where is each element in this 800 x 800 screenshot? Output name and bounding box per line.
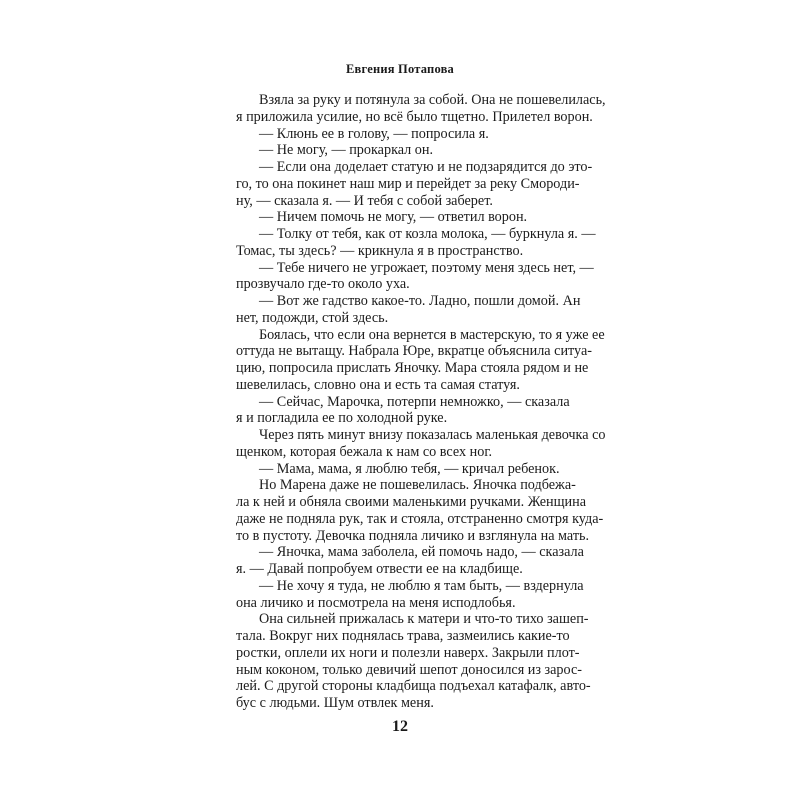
- text-line: — Если она доделает статую и не подзарядится до это-: [259, 159, 593, 175]
- text-line: щенком, которая бежала к нам со всех ног.: [236, 443, 493, 460]
- text-line: Но Марена даже не пошевелилась. Яночка подбежа-: [259, 477, 576, 494]
- text-line: — Не могу, — прокаркал он.: [259, 142, 434, 159]
- text-line: — Вот же гадство какое-то. Ладно, пошли домой. Ан: [259, 293, 581, 309]
- text-line: я приложила усилие, но всё было тщетно. Прилетел ворон.: [236, 108, 593, 125]
- text-line: — Клюнь ее в голову, — попросила я.: [259, 125, 489, 142]
- text-line: цию, попросила прислать Яночку. Мара стояла рядом и не: [236, 360, 589, 376]
- text-line: Боялась, что если она вернется в мастерскую, то я уже ее: [259, 326, 605, 343]
- text-line: ростки, оплели их ноги и полезли наверх. Закрыли плот-: [236, 644, 580, 661]
- text-line: прозвучало где-то около уха.: [236, 276, 410, 293]
- text-line: оттуда не вытащу. Набрала Юре, вкратце объяснила ситуа-: [236, 343, 592, 360]
- text-line: тала. Вокруг них поднялась трава, зазмеились какие-то: [236, 628, 570, 644]
- text-line: бус с людьми. Шум отвлек меня.: [236, 695, 434, 711]
- text-line: — Яночка, мама заболела, ей помочь надо, — сказала: [259, 544, 584, 561]
- text-line: даже не подняла рук, так и стояла, отстраненно смотря куда-: [236, 510, 604, 527]
- text-line: ла к ней и обняла своими маленькими ручками. Женщина: [236, 494, 586, 510]
- text-line: Она сильней прижалась к матери и что-то тихо зашеп-: [259, 611, 589, 628]
- text-line: — Толку от тебя, как от козла молока, — буркнула я. —: [259, 226, 596, 242]
- text-line: Взяла за руку и потянула за собой. Она не пошевелилась,: [259, 92, 606, 108]
- body-text: [236, 92, 606, 712]
- text-line: лей. С другой стороны кладбища подъехал катафалк, авто-: [236, 678, 591, 695]
- text-line: — Сейчас, Марочка, потерпи немножко, — сказала: [259, 393, 570, 410]
- text-line: — Ничем помочь не могу, — ответил ворон.: [259, 209, 528, 226]
- text-line: я. — Давай попробуем отвести ее на кладбище.: [236, 561, 523, 577]
- text-line: нет, подожди, стой здесь.: [236, 309, 389, 326]
- text-line: Томас, ты здесь? — крикнула я в пространство.: [236, 242, 524, 259]
- text-line: — Не хочу я туда, не люблю я там быть, — вздернула: [259, 577, 584, 594]
- text-line: — Тебе ничего не угрожает, поэтому меня здесь нет, —: [259, 259, 594, 276]
- text-line: шевелилась, словно она и есть та самая статуя.: [236, 376, 520, 393]
- text-line: ным коконом, только девичий шепот доносился из зарос-: [236, 661, 582, 678]
- text-line: она личико и посмотрела на меня исподлобья.: [236, 594, 516, 611]
- text-line: то в пустоту. Девочка подняла личико и взглянула на мать.: [236, 527, 590, 544]
- running-header-author: Евгения Потапова: [346, 62, 454, 76]
- text-line: го, то она покинет наш мир и перейдет за реку Смороди-: [236, 175, 580, 192]
- text-line: ну, — сказала я. — И тебя с собой заберет.: [236, 192, 493, 209]
- page-number: 12: [392, 718, 408, 735]
- text-line: я и погладила ее по холодной руке.: [236, 410, 448, 427]
- text-line: — Мама, мама, я люблю тебя, — кричал ребенок.: [259, 460, 560, 477]
- text-line: Через пять минут внизу показалась маленькая девочка со: [259, 427, 606, 443]
